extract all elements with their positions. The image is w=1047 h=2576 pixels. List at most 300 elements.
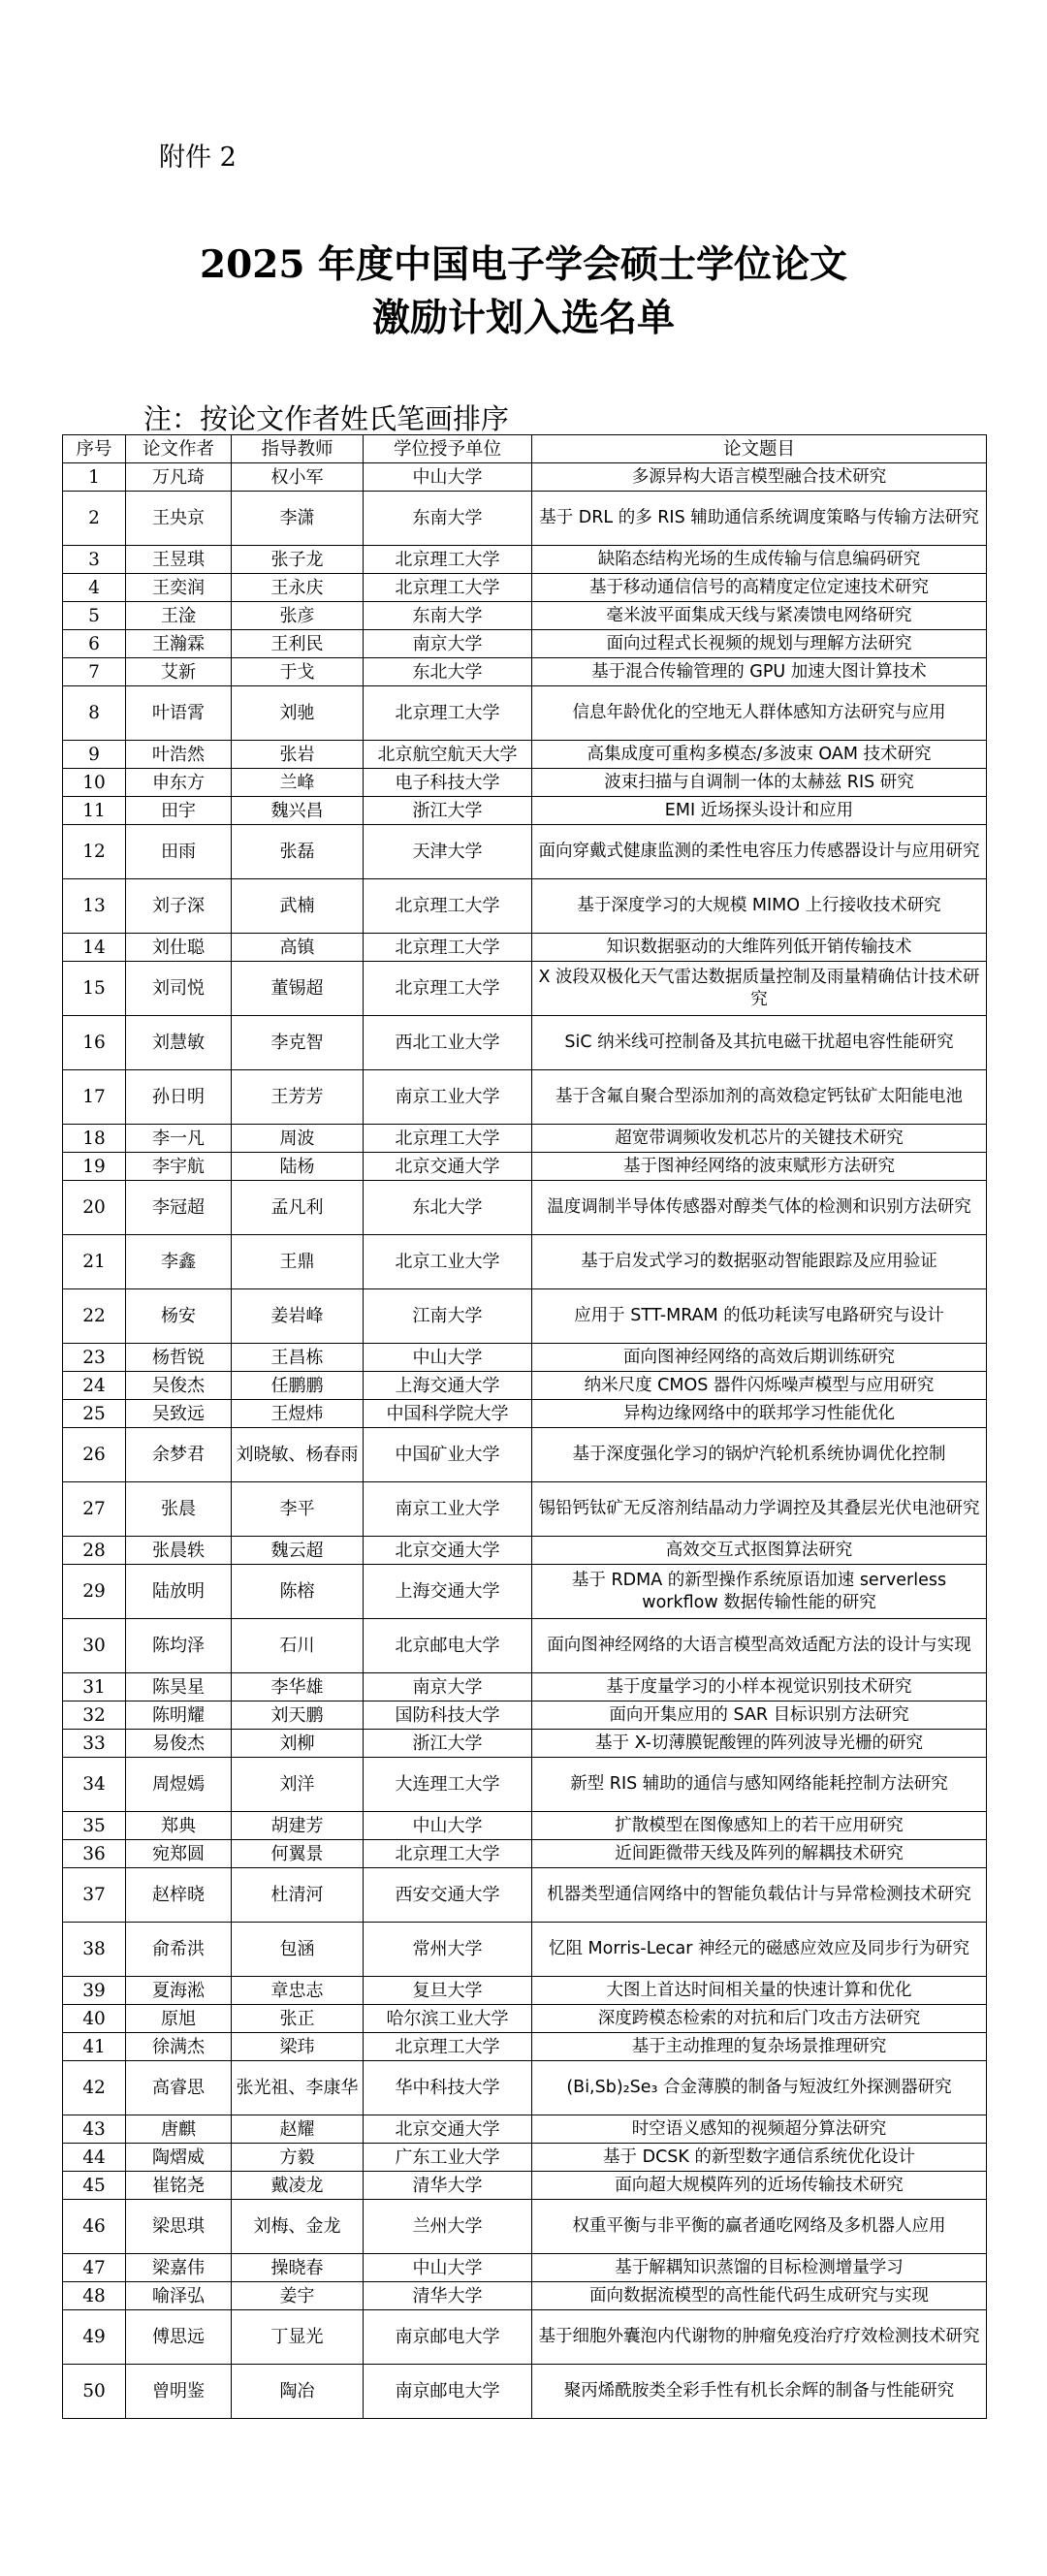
cell-topic: 应用于 STT-MRAM 的低功耗读写电路研究与设计 bbox=[532, 1289, 987, 1344]
cell-author: 陆放明 bbox=[126, 1565, 232, 1619]
table-row bbox=[63, 686, 987, 741]
table-row bbox=[63, 602, 987, 630]
cell-advisor: 姜宇 bbox=[232, 2282, 364, 2310]
cell-unit: 北京理工大学 bbox=[364, 2033, 532, 2061]
cell-advisor: 刘梅、金龙 bbox=[232, 2200, 364, 2254]
cell-number: 4 bbox=[63, 574, 126, 602]
table-row bbox=[63, 962, 987, 1016]
table-row bbox=[63, 2061, 987, 2115]
table-row bbox=[63, 1758, 987, 1812]
cell-unit: 北京理工大学 bbox=[364, 962, 532, 1016]
cell-topic: 面向过程式长视频的规划与理解方法研究 bbox=[532, 630, 987, 658]
cell-unit: 电子科技大学 bbox=[364, 769, 532, 797]
cell-number: 23 bbox=[63, 1344, 126, 1372]
cell-advisor: 魏兴昌 bbox=[232, 797, 364, 825]
table-row bbox=[63, 1840, 987, 1868]
table-row bbox=[63, 2033, 987, 2061]
cell-topic: 扩散模型在图像感知上的若干应用研究 bbox=[532, 1812, 987, 1840]
cell-number: 20 bbox=[63, 1181, 126, 1235]
cell-topic: 面向穿戴式健康监测的柔性电容压力传感器设计与应用研究 bbox=[532, 825, 987, 879]
cell-topic: 毫米波平面集成天线与紧凑馈电网络研究 bbox=[532, 602, 987, 630]
cell-advisor: 包涵 bbox=[232, 1923, 364, 1977]
cell-unit: 东南大学 bbox=[364, 492, 532, 546]
cell-unit: 北京理工大学 bbox=[364, 686, 532, 741]
column-header-unit: 学位授予单位 bbox=[364, 435, 532, 463]
cell-topic: EMI 近场探头设计和应用 bbox=[532, 797, 987, 825]
cell-author: 王央京 bbox=[126, 492, 232, 546]
cell-number: 11 bbox=[63, 797, 126, 825]
cell-advisor: 李潇 bbox=[232, 492, 364, 546]
cell-unit: 北京理工大学 bbox=[364, 879, 532, 934]
cell-advisor: 李克智 bbox=[232, 1016, 364, 1070]
cell-topic: 基于混合传输管理的 GPU 加速大图计算技术 bbox=[532, 658, 987, 686]
cell-author: 傅思远 bbox=[126, 2310, 232, 2365]
cell-advisor: 于戈 bbox=[232, 658, 364, 686]
cell-author: 陈均泽 bbox=[126, 1619, 232, 1673]
cell-unit: 清华大学 bbox=[364, 2282, 532, 2310]
cell-unit: 南京邮电大学 bbox=[364, 2310, 532, 2365]
cell-number: 13 bbox=[63, 879, 126, 934]
cell-author: 俞希洪 bbox=[126, 1923, 232, 1977]
cell-number: 1 bbox=[63, 463, 126, 492]
cell-topic: 面向数据流模型的高性能代码生成研究与实现 bbox=[532, 2282, 987, 2310]
table-row bbox=[63, 741, 987, 769]
cell-advisor: 刘驰 bbox=[232, 686, 364, 741]
cell-number: 12 bbox=[63, 825, 126, 879]
cell-topic: 缺陷态结构光场的生成传输与信息编码研究 bbox=[532, 546, 987, 574]
cell-unit: 南京大学 bbox=[364, 1673, 532, 1701]
awardee-table bbox=[62, 434, 987, 2419]
cell-number: 29 bbox=[63, 1565, 126, 1619]
cell-unit: 上海交通大学 bbox=[364, 1565, 532, 1619]
cell-advisor: 王利民 bbox=[232, 630, 364, 658]
cell-advisor: 孟凡利 bbox=[232, 1181, 364, 1235]
cell-number: 26 bbox=[63, 1428, 126, 1482]
table-row bbox=[63, 2310, 987, 2365]
cell-unit: 广东工业大学 bbox=[364, 2144, 532, 2172]
cell-author: 吴俊杰 bbox=[126, 1372, 232, 1400]
cell-topic: 基于含氟自聚合型添加剂的高效稳定钙钛矿太阳能电池 bbox=[532, 1070, 987, 1125]
table-row bbox=[63, 546, 987, 574]
cell-topic: 新型 RIS 辅助的通信与感知网络能耗控制方法研究 bbox=[532, 1758, 987, 1812]
cell-advisor: 陈榕 bbox=[232, 1565, 364, 1619]
cell-topic: 深度跨模态检索的对抗和后门攻击方法研究 bbox=[532, 2005, 987, 2033]
cell-number: 15 bbox=[63, 962, 126, 1016]
cell-topic: 基于深度学习的大规模 MIMO 上行接收技术研究 bbox=[532, 879, 987, 934]
cell-number: 38 bbox=[63, 1923, 126, 1977]
cell-advisor: 章忠志 bbox=[232, 1977, 364, 2005]
table-row bbox=[63, 1537, 987, 1565]
table-row bbox=[63, 1428, 987, 1482]
cell-number: 3 bbox=[63, 546, 126, 574]
cell-unit: 东南大学 bbox=[364, 602, 532, 630]
table-row bbox=[63, 658, 987, 686]
cell-number: 42 bbox=[63, 2061, 126, 2115]
cell-number: 31 bbox=[63, 1673, 126, 1701]
cell-author: 杨哲锐 bbox=[126, 1344, 232, 1372]
cell-unit: 南京大学 bbox=[364, 630, 532, 658]
cell-number: 30 bbox=[63, 1619, 126, 1673]
table-row bbox=[63, 934, 987, 962]
cell-unit: 清华大学 bbox=[364, 2172, 532, 2200]
cell-number: 44 bbox=[63, 2144, 126, 2172]
cell-advisor: 周波 bbox=[232, 1125, 364, 1153]
cell-topic: 信息年龄优化的空地无人群体感知方法研究与应用 bbox=[532, 686, 987, 741]
cell-advisor: 张子龙 bbox=[232, 546, 364, 574]
table-row bbox=[63, 1673, 987, 1701]
cell-topic: 基于 RDMA 的新型操作系统原语加速 serverless workflow 数据传输性能的研究 bbox=[532, 1565, 987, 1619]
cell-topic: 高效交互式抠图算法研究 bbox=[532, 1537, 987, 1565]
cell-author: 余梦君 bbox=[126, 1428, 232, 1482]
cell-author: 刘慧敏 bbox=[126, 1016, 232, 1070]
cell-number: 6 bbox=[63, 630, 126, 658]
cell-number: 40 bbox=[63, 2005, 126, 2033]
cell-advisor: 王煜炜 bbox=[232, 1400, 364, 1428]
cell-number: 43 bbox=[63, 2115, 126, 2144]
cell-author: 刘子深 bbox=[126, 879, 232, 934]
cell-advisor: 王昌栋 bbox=[232, 1344, 364, 1372]
cell-author: 周煜嫣 bbox=[126, 1758, 232, 1812]
cell-unit: 中山大学 bbox=[364, 1344, 532, 1372]
cell-unit: 国防科技大学 bbox=[364, 1701, 532, 1730]
cell-advisor: 权小军 bbox=[232, 463, 364, 492]
cell-advisor: 张正 bbox=[232, 2005, 364, 2033]
cell-advisor: 陆杨 bbox=[232, 1153, 364, 1181]
cell-number: 25 bbox=[63, 1400, 126, 1428]
cell-number: 35 bbox=[63, 1812, 126, 1840]
cell-unit: 东北大学 bbox=[364, 1181, 532, 1235]
cell-advisor: 王永庆 bbox=[232, 574, 364, 602]
table-row bbox=[63, 769, 987, 797]
cell-advisor: 操晓春 bbox=[232, 2254, 364, 2282]
cell-author: 陶熠威 bbox=[126, 2144, 232, 2172]
cell-number: 49 bbox=[63, 2310, 126, 2365]
cell-unit: 北京工业大学 bbox=[364, 1235, 532, 1289]
cell-advisor: 张光祖、李康华 bbox=[232, 2061, 364, 2115]
cell-advisor: 戴凌龙 bbox=[232, 2172, 364, 2200]
cell-advisor: 刘柳 bbox=[232, 1730, 364, 1758]
cell-unit: 北京交通大学 bbox=[364, 1153, 532, 1181]
cell-author: 王淦 bbox=[126, 602, 232, 630]
table-row bbox=[63, 2200, 987, 2254]
cell-author: 崔铭尧 bbox=[126, 2172, 232, 2200]
table-header-row bbox=[63, 435, 987, 463]
cell-advisor: 魏云超 bbox=[232, 1537, 364, 1565]
table-row bbox=[63, 2172, 987, 2200]
table-row bbox=[63, 2115, 987, 2144]
cell-unit: 中国科学院大学 bbox=[364, 1400, 532, 1428]
cell-number: 9 bbox=[63, 741, 126, 769]
cell-number: 41 bbox=[63, 2033, 126, 2061]
cell-unit: 西北工业大学 bbox=[364, 1016, 532, 1070]
cell-advisor: 姜岩峰 bbox=[232, 1289, 364, 1344]
table-row bbox=[63, 1125, 987, 1153]
cell-unit: 浙江大学 bbox=[364, 1730, 532, 1758]
cell-unit: 上海交通大学 bbox=[364, 1372, 532, 1400]
cell-advisor: 胡建芳 bbox=[232, 1812, 364, 1840]
cell-topic: 基于移动通信信号的高精度定位定速技术研究 bbox=[532, 574, 987, 602]
attachment-label: 附件 2 bbox=[159, 143, 237, 173]
table-row bbox=[63, 1482, 987, 1537]
table-row bbox=[63, 2144, 987, 2172]
cell-advisor: 何翼景 bbox=[232, 1840, 364, 1868]
cell-advisor: 高镇 bbox=[232, 934, 364, 962]
cell-topic: 基于 X-切薄膜铌酸锂的阵列波导光栅的研究 bbox=[532, 1730, 987, 1758]
table-row bbox=[63, 1070, 987, 1125]
cell-number: 5 bbox=[63, 602, 126, 630]
cell-unit: 北京交通大学 bbox=[364, 2115, 532, 2144]
table-row bbox=[63, 1565, 987, 1619]
cell-number: 16 bbox=[63, 1016, 126, 1070]
cell-number: 45 bbox=[63, 2172, 126, 2200]
cell-unit: 天津大学 bbox=[364, 825, 532, 879]
cell-unit: 南京邮电大学 bbox=[364, 2365, 532, 2419]
cell-topic: 异构边缘网络中的联邦学习性能优化 bbox=[532, 1400, 987, 1428]
cell-unit: 北京理工大学 bbox=[364, 1125, 532, 1153]
table-row bbox=[63, 1235, 987, 1289]
cell-unit: 中国矿业大学 bbox=[364, 1428, 532, 1482]
column-header-topic: 论文题目 bbox=[532, 435, 987, 463]
cell-topic: 面向开集应用的 SAR 目标识别方法研究 bbox=[532, 1701, 987, 1730]
cell-advisor: 石川 bbox=[232, 1619, 364, 1673]
cell-advisor: 王芳芳 bbox=[232, 1070, 364, 1125]
table-row bbox=[63, 2005, 987, 2033]
cell-topic: 面向图神经网络的大语言模型高效适配方法的设计与实现 bbox=[532, 1619, 987, 1673]
cell-topic: 机器类型通信网络中的智能负载估计与异常检测技术研究 bbox=[532, 1868, 987, 1923]
cell-number: 37 bbox=[63, 1868, 126, 1923]
cell-number: 24 bbox=[63, 1372, 126, 1400]
cell-author: 张晨 bbox=[126, 1482, 232, 1537]
cell-author: 张晨轶 bbox=[126, 1537, 232, 1565]
table-row bbox=[63, 2282, 987, 2310]
cell-unit: 中山大学 bbox=[364, 2254, 532, 2282]
cell-advisor: 丁显光 bbox=[232, 2310, 364, 2365]
cell-author: 王瀚霖 bbox=[126, 630, 232, 658]
cell-topic: 基于深度强化学习的锅炉汽轮机系统协调优化控制 bbox=[532, 1428, 987, 1482]
cell-topic: 权重平衡与非平衡的赢者通吃网络及多机器人应用 bbox=[532, 2200, 987, 2254]
table-row bbox=[63, 463, 987, 492]
cell-author: 徐满杰 bbox=[126, 2033, 232, 2061]
cell-unit: 常州大学 bbox=[364, 1923, 532, 1977]
table-row bbox=[63, 1372, 987, 1400]
cell-number: 48 bbox=[63, 2282, 126, 2310]
cell-number: 39 bbox=[63, 1977, 126, 2005]
cell-advisor: 兰峰 bbox=[232, 769, 364, 797]
cell-topic: 温度调制半导体传感器对醇类气体的检测和识别方法研究 bbox=[532, 1181, 987, 1235]
cell-author: 王昱琪 bbox=[126, 546, 232, 574]
cell-number: 18 bbox=[63, 1125, 126, 1153]
cell-topic: 基于解耦知识蒸馏的目标检测增量学习 bbox=[532, 2254, 987, 2282]
cell-number: 8 bbox=[63, 686, 126, 741]
table-row bbox=[63, 1812, 987, 1840]
cell-author: 曾明鉴 bbox=[126, 2365, 232, 2419]
cell-topic: 基于 DRL 的多 RIS 辅助通信系统调度策略与传输方法研究 bbox=[532, 492, 987, 546]
cell-author: 田雨 bbox=[126, 825, 232, 879]
cell-topic: 基于 DCSK 的新型数字通信系统优化设计 bbox=[532, 2144, 987, 2172]
cell-topic: 多源异构大语言模型融合技术研究 bbox=[532, 463, 987, 492]
cell-advisor: 张岩 bbox=[232, 741, 364, 769]
document-title-line-1: 2025 年度中国电子学会硕士学位论文 bbox=[199, 242, 848, 287]
cell-topic: 基于度量学习的小样本视觉识别技术研究 bbox=[532, 1673, 987, 1701]
sort-note: 注：按论文作者姓氏笔画排序 bbox=[143, 402, 510, 435]
cell-advisor: 任鹏鹏 bbox=[232, 1372, 364, 1400]
cell-unit: 北京交通大学 bbox=[364, 1537, 532, 1565]
cell-topic: 超宽带调频收发机芯片的关键技术研究 bbox=[532, 1125, 987, 1153]
document-title-line-2: 激励计划入选名单 bbox=[371, 296, 675, 340]
table-row bbox=[63, 1701, 987, 1730]
cell-author: 刘司悦 bbox=[126, 962, 232, 1016]
cell-author: 喻泽弘 bbox=[126, 2282, 232, 2310]
cell-author: 原旭 bbox=[126, 2005, 232, 2033]
cell-advisor: 王鼎 bbox=[232, 1235, 364, 1289]
cell-topic: 基于图神经网络的波束赋形方法研究 bbox=[532, 1153, 987, 1181]
table-row bbox=[63, 2365, 987, 2419]
table-row bbox=[63, 630, 987, 658]
cell-topic: 知识数据驱动的大维阵列低开销传输技术 bbox=[532, 934, 987, 962]
cell-author: 梁思琪 bbox=[126, 2200, 232, 2254]
cell-advisor: 张彦 bbox=[232, 602, 364, 630]
cell-number: 19 bbox=[63, 1153, 126, 1181]
cell-unit: 北京理工大学 bbox=[364, 934, 532, 962]
cell-unit: 北京理工大学 bbox=[364, 1840, 532, 1868]
table-row bbox=[63, 1868, 987, 1923]
cell-author: 万凡琦 bbox=[126, 463, 232, 492]
cell-unit: 北京航空航天大学 bbox=[364, 741, 532, 769]
cell-number: 47 bbox=[63, 2254, 126, 2282]
table-row bbox=[63, 1400, 987, 1428]
cell-advisor: 刘晓敏、杨春雨 bbox=[232, 1428, 364, 1482]
cell-author: 梁嘉伟 bbox=[126, 2254, 232, 2282]
column-header-number: 序号 bbox=[63, 435, 126, 463]
table-row bbox=[63, 1619, 987, 1673]
cell-unit: 江南大学 bbox=[364, 1289, 532, 1344]
table-row bbox=[63, 1016, 987, 1070]
column-header-author: 论文作者 bbox=[126, 435, 232, 463]
cell-advisor: 武楠 bbox=[232, 879, 364, 934]
cell-number: 17 bbox=[63, 1070, 126, 1125]
table-row bbox=[63, 574, 987, 602]
table-row bbox=[63, 1153, 987, 1181]
column-header-advisor: 指导教师 bbox=[232, 435, 364, 463]
cell-number: 14 bbox=[63, 934, 126, 962]
cell-author: 孙日明 bbox=[126, 1070, 232, 1125]
cell-number: 2 bbox=[63, 492, 126, 546]
cell-advisor: 张磊 bbox=[232, 825, 364, 879]
cell-topic: 忆阻 Morris-Lecar 神经元的磁感应效应及同步行为研究 bbox=[532, 1923, 987, 1977]
cell-author: 叶浩然 bbox=[126, 741, 232, 769]
cell-topic: 波束扫描与自调制一体的太赫兹 RIS 研究 bbox=[532, 769, 987, 797]
cell-topic: 面向超大规模阵列的近场传输技术研究 bbox=[532, 2172, 987, 2200]
cell-author: 田宇 bbox=[126, 797, 232, 825]
cell-number: 50 bbox=[63, 2365, 126, 2419]
cell-advisor: 董锡超 bbox=[232, 962, 364, 1016]
cell-number: 7 bbox=[63, 658, 126, 686]
cell-topic: 基于主动推理的复杂场景推理研究 bbox=[532, 2033, 987, 2061]
cell-author: 艾新 bbox=[126, 658, 232, 686]
table-row bbox=[63, 879, 987, 934]
cell-author: 郑典 bbox=[126, 1812, 232, 1840]
table-row bbox=[63, 2254, 987, 2282]
cell-number: 32 bbox=[63, 1701, 126, 1730]
cell-number: 36 bbox=[63, 1840, 126, 1868]
cell-topic: 时空语义感知的视频超分算法研究 bbox=[532, 2115, 987, 2144]
cell-author: 王奕润 bbox=[126, 574, 232, 602]
cell-number: 21 bbox=[63, 1235, 126, 1289]
cell-number: 28 bbox=[63, 1537, 126, 1565]
cell-author: 夏海淞 bbox=[126, 1977, 232, 2005]
cell-unit: 南京工业大学 bbox=[364, 1070, 532, 1125]
cell-author: 李一凡 bbox=[126, 1125, 232, 1153]
cell-author: 李宇航 bbox=[126, 1153, 232, 1181]
cell-author: 陈昊星 bbox=[126, 1673, 232, 1701]
cell-topic: 基于细胞外囊泡内代谢物的肿瘤免疫治疗疗效检测技术研究 bbox=[532, 2310, 987, 2365]
cell-unit: 中山大学 bbox=[364, 463, 532, 492]
cell-number: 34 bbox=[63, 1758, 126, 1812]
table-row bbox=[63, 492, 987, 546]
cell-unit: 华中科技大学 bbox=[364, 2061, 532, 2115]
cell-unit: 北京理工大学 bbox=[364, 574, 532, 602]
cell-author: 陈明耀 bbox=[126, 1701, 232, 1730]
cell-topic: 聚丙烯酰胺类全彩手性有机长余辉的制备与性能研究 bbox=[532, 2365, 987, 2419]
table-row bbox=[63, 797, 987, 825]
cell-unit: 哈尔滨工业大学 bbox=[364, 2005, 532, 2033]
cell-number: 27 bbox=[63, 1482, 126, 1537]
cell-advisor: 杜清河 bbox=[232, 1868, 364, 1923]
cell-unit: 兰州大学 bbox=[364, 2200, 532, 2254]
cell-unit: 复旦大学 bbox=[364, 1977, 532, 2005]
table-row bbox=[63, 1289, 987, 1344]
cell-author: 申东方 bbox=[126, 769, 232, 797]
table-row bbox=[63, 1977, 987, 2005]
cell-topic: 纳米尺度 CMOS 器件闪烁噪声模型与应用研究 bbox=[532, 1372, 987, 1400]
cell-topic: 高集成度可重构多模态/多波束 OAM 技术研究 bbox=[532, 741, 987, 769]
cell-number: 33 bbox=[63, 1730, 126, 1758]
cell-unit: 西安交通大学 bbox=[364, 1868, 532, 1923]
cell-author: 易俊杰 bbox=[126, 1730, 232, 1758]
cell-unit: 北京理工大学 bbox=[364, 546, 532, 574]
cell-author: 李冠超 bbox=[126, 1181, 232, 1235]
cell-unit: 中山大学 bbox=[364, 1812, 532, 1840]
cell-advisor: 梁玮 bbox=[232, 2033, 364, 2061]
cell-topic: 大图上首达时间相关量的快速计算和优化 bbox=[532, 1977, 987, 2005]
cell-advisor: 方毅 bbox=[232, 2144, 364, 2172]
cell-advisor: 刘天鹏 bbox=[232, 1701, 364, 1730]
cell-topic: 锡铅钙钛矿无反溶剂结晶动力学调控及其叠层光伏电池研究 bbox=[532, 1482, 987, 1537]
cell-topic: 基于启发式学习的数据驱动智能跟踪及应用验证 bbox=[532, 1235, 987, 1289]
cell-author: 刘仕聪 bbox=[126, 934, 232, 962]
cell-unit: 南京工业大学 bbox=[364, 1482, 532, 1537]
cell-author: 吴致远 bbox=[126, 1400, 232, 1428]
table-row bbox=[63, 825, 987, 879]
cell-advisor: 李平 bbox=[232, 1482, 364, 1537]
cell-unit: 浙江大学 bbox=[364, 797, 532, 825]
cell-author: 杨安 bbox=[126, 1289, 232, 1344]
cell-author: 宛郑圆 bbox=[126, 1840, 232, 1868]
table-row bbox=[63, 1730, 987, 1758]
cell-author: 赵梓晓 bbox=[126, 1868, 232, 1923]
table-row bbox=[63, 1923, 987, 1977]
cell-number: 46 bbox=[63, 2200, 126, 2254]
cell-unit: 东北大学 bbox=[364, 658, 532, 686]
cell-author: 高睿思 bbox=[126, 2061, 232, 2115]
cell-author: 叶语霄 bbox=[126, 686, 232, 741]
cell-number: 22 bbox=[63, 1289, 126, 1344]
cell-advisor: 李华雄 bbox=[232, 1673, 364, 1701]
cell-advisor: 赵耀 bbox=[232, 2115, 364, 2144]
table-row bbox=[63, 1181, 987, 1235]
cell-author: 李鑫 bbox=[126, 1235, 232, 1289]
cell-unit: 大连理工大学 bbox=[364, 1758, 532, 1812]
